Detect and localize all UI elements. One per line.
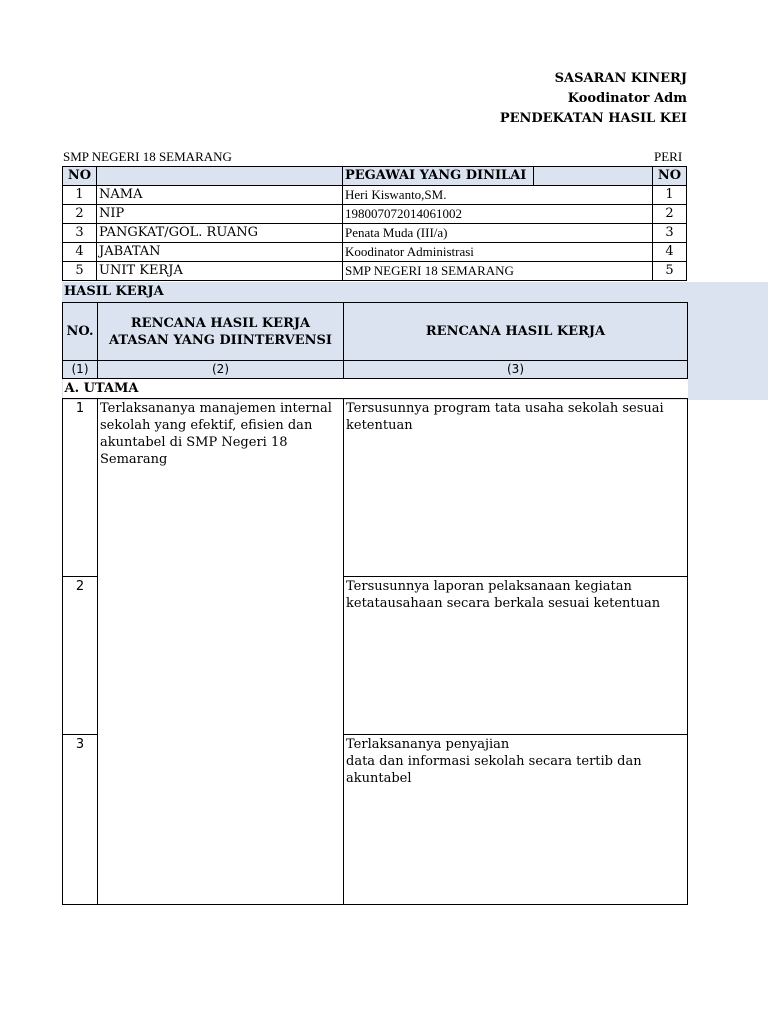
identity-row-no: 4 [63,243,97,262]
col-number-1: (1) [63,361,98,379]
identity-row-label: PANGKAT/GOL. RUANG [97,224,343,243]
item-text: Tersusunnya laporan pelaksanaan kegiatan ketatausahaan secara berkala sesuai ketentuan [344,577,688,735]
identity-row-value: Heri Kiswanto,SM. [343,186,653,205]
identity-row-label: NIP [97,205,343,224]
identity-row-label: JABATAN [97,243,343,262]
identity-row-no: 2 [63,205,97,224]
identity-row-no: 5 [63,262,97,281]
identity-row [63,224,687,243]
col-number-2: (2) [98,361,344,379]
item-text: Tersusunnya program tata usaha sekolah sesuai ketentuan [344,399,688,577]
identity-row [63,205,687,224]
identity-row-label: NAMA [97,186,343,205]
identity-no-right-header: NO [653,167,687,186]
identity-row-no-right: 3 [653,224,687,243]
identity-row-no-right: 4 [653,243,687,262]
doc-title-line-3: PENDEKATAN HASIL KEI [499,111,687,126]
col-rencana-header: RENCANA HASIL KERJA [344,303,688,361]
identity-row-no-right: 2 [653,205,687,224]
atasan-intervention-text: Terlaksananya manajemen internal sekolah yang efektif, efisien dan akuntabel di SMP Negeri 18 Semarang [98,399,344,905]
group-title: A. UTAMA [63,379,688,399]
identity-row-no: 3 [63,224,97,243]
identity-header-row [63,167,687,186]
col-number-3: (3) [344,361,688,379]
work-plan-header-row [63,303,688,361]
identity-row [63,243,687,262]
identity-row-value: 198007072014061002 [343,205,653,224]
identity-row-no-right: 5 [653,262,687,281]
doc-title-line-1: SASARAN KINERJ [554,71,687,86]
col-atasan-header: RENCANA HASIL KERJA ATASAN YANG DIINTERVENSI [98,303,344,361]
school-label: SMP NEGERI 18 SEMARANG [63,149,232,164]
identity-row-label: UNIT KERJA [97,262,343,281]
group-row [63,379,688,399]
identity-row-value: SMP NEGERI 18 SEMARANG [343,262,653,281]
identity-row-value: Koodinator Administrasi [343,243,653,262]
identity-title-header: PEGAWAI YANG DINILAI [343,167,534,186]
col-no-header: NO. [63,303,98,361]
work-plan-table [62,302,688,905]
item-text: Terlaksananya penyajian data dan informasi sekolah secara tertib dan akuntabel [344,735,688,905]
hasil-kerja-title: HASIL KERJA [64,284,164,299]
identity-row-value: Penata Muda (III/a) [343,224,653,243]
column-number-row [63,361,688,379]
employee-identity-table [62,166,687,281]
period-label: PERI [654,149,683,164]
table-row [63,399,688,577]
item-no: 3 [63,735,98,905]
identity-row-no-right: 1 [653,186,687,205]
identity-no-header: NO [63,167,97,186]
doc-title-line-2: Koodinator Adm [567,91,687,106]
identity-row-no: 1 [63,186,97,205]
identity-row [63,262,687,281]
item-no: 1 [63,399,98,577]
item-no: 2 [63,577,98,735]
identity-row [63,186,687,205]
